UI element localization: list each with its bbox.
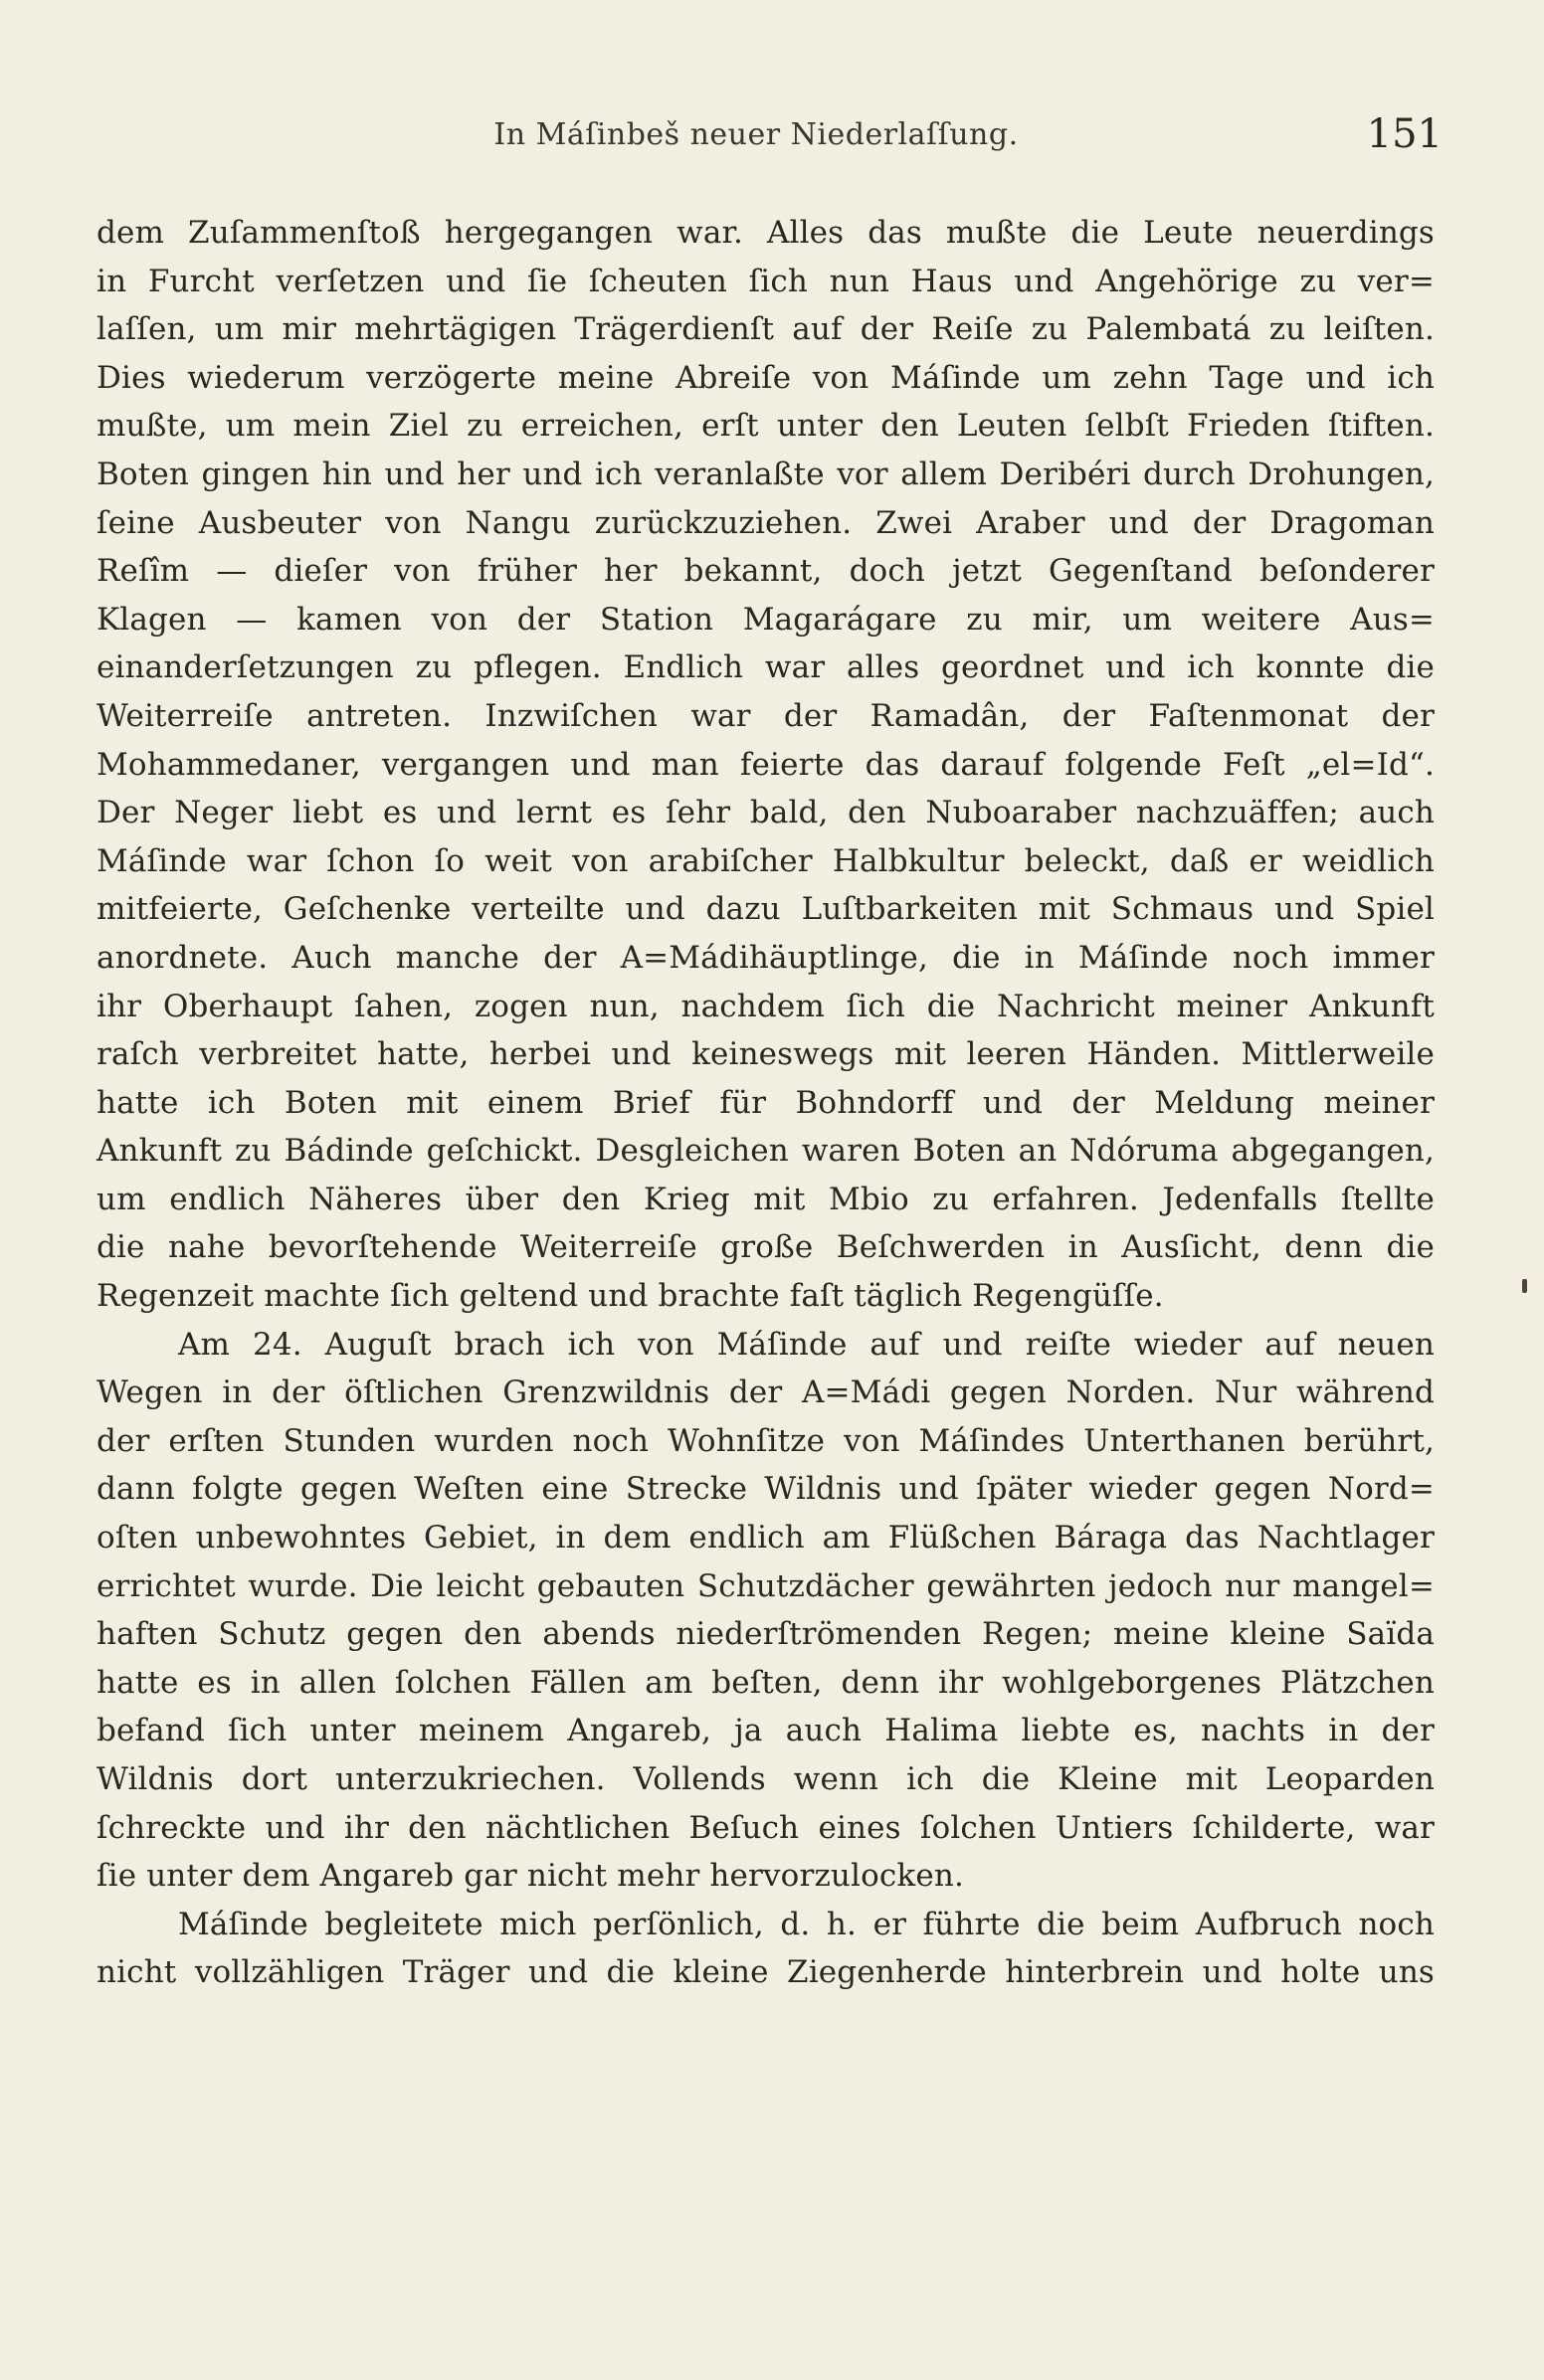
text-line: mußte, um mein Ziel zu erreichen, erſt unter den Leuten ſelbſt Frieden ſtiften. [96,408,1435,445]
text-line: Boten gingen hin und her und ich veranlaßte vor allem Deribéri durch Drohungen, [96,456,1435,492]
text-line: Máſinde war ſchon ſo weit von arabiſcher Halbkultur beleckt, daß er weidlich [96,842,1435,879]
text-line: laſſen, um mir mehrtägigen Trägerdienſt auf der Reiſe zu Palembatá zu leiſten. [96,311,1435,348]
text-line: Dies wiederum verzögerte meine Abreiſe von Máſinde um zehn Tage und ich [96,359,1435,396]
text-line: hatte ich Boten mit einem Brief für Bohndorff und der Meldung meiner [96,1084,1435,1121]
text-line: Der Neger liebt es und lernt es ſehr bald, den Nuboaraber nachzuäffen; auch [96,795,1435,831]
paragraph-3 [96,1901,1435,1997]
text-line: ſie unter dem Angareb gar nicht mehr hervorzulocken. [96,1858,964,1895]
text-line: ihr Oberhaupt ſahen, zogen nun, nachdem ſich die Nachricht meiner Ankunft [96,988,1435,1024]
page-number: 151 [1366,111,1443,157]
text-line: ſeine Ausbeuter von Nangu zurückzuziehen. Zwei Araber und der Dragoman [96,504,1435,541]
body-text [96,209,1435,1997]
text-line: der erſten Stunden wurden noch Wohnſitze von Máſindes Unterthanen berührt, [96,1422,1435,1459]
text-line: Mohammedaner, vergangen und man feierte das darauf folgende Feſt „el=Id“. [96,746,1435,783]
text-line: Wegen in der öſtlichen Grenzwildnis der A=Mádi gegen Norden. Nur während [96,1374,1435,1411]
text-line: Ankunft zu Bádinde geſchickt. Desgleichen waren Boten an Ndóruma abgegangen, [96,1133,1435,1170]
text-line: Am 24. Auguſt brach ich von Máſinde auf und reiſte wieder auf neuen [178,1326,1435,1363]
margin-mark [1522,1279,1527,1293]
text-line: anordnete. Auch manche der A=Mádihäuptlinge, die in Máſinde noch immer [96,939,1435,976]
text-line: Regenzeit machte ſich geltend und brachte faſt täglich Regengüſſe. [96,1278,1164,1315]
page-header [0,111,1544,161]
running-title: In Máſinbeš neuer Niederlaſſung. [493,117,1019,152]
text-line: ſchreckte und ihr den nächtlichen Beſuch eines ſolchen Untiers ſchilderte, war [96,1809,1435,1846]
text-line: Reſîm — dieſer von früher her bekannt, doch jetzt Gegenſtand beſonderer [96,553,1435,590]
text-line: befand ſich unter meinem Angareb, ja auch Halima liebte es, nachts in der [96,1713,1435,1749]
text-line: in Furcht verſetzen und ſie ſcheuten ſich nun Haus und Angehörige zu ver= [96,263,1435,299]
text-line: die nahe bevorſtehende Weiterreiſe große Beſchwerden in Ausſicht, denn die [96,1229,1435,1266]
text-line: hatte es in allen ſolchen Fällen am beſten, denn ihr wohlgeborgenes Plätzchen [96,1664,1435,1701]
text-line: errichtet wurde. Die leicht gebauten Schutzdächer gewährten jedoch nur mangel= [96,1567,1435,1604]
text-line: um endlich Näheres über den Krieg mit Mbio zu erfahren. Jedenfalls ſtellte [96,1181,1435,1217]
text-line: einanderſetzungen zu pflegen. Endlich war alles geordnet und ich konnte die [96,649,1435,686]
text-line: nicht vollzähligen Träger und die kleine Ziegenherde hinterbrein und holte uns [96,1954,1435,1991]
paragraph-1 [96,209,1435,1321]
text-line: raſch verbreitet hatte, herbei und keineswegs mit leeren Händen. Mittlerweile [96,1036,1435,1073]
paragraph-2 [96,1321,1435,1901]
text-line: dem Zuſammenſtoß hergegangen war. Alles das mußte die Leute neuerdings [96,215,1435,251]
text-line: Máſinde begleitete mich perſönlich, d. h. er führte die beim Aufbruch noch [178,1906,1435,1942]
text-line: Wildnis dort unterzukriechen. Vollends wenn ich die Kleine mit Leoparden [96,1761,1435,1797]
text-line: dann folgte gegen Weſten eine Strecke Wildnis und ſpäter wieder gegen Nord= [96,1471,1435,1508]
text-line: Weiterreiſe antreten. Inzwiſchen war der Ramadân, der Faſtenmonat der [96,697,1435,734]
text-line: haften Schutz gegen den abends niederſtrömenden Regen; meine kleine Saïda [96,1616,1435,1653]
text-line: Klagen — kamen von der Station Magarágare zu mir, um weitere Aus= [96,601,1435,638]
text-line: mitfeierte, Geſchenke verteilte und dazu Luſtbarkeiten mit Schmaus und Spiel [96,891,1435,928]
text-line: oſten unbewohntes Gebiet, in dem endlich am Flüßchen Báraga das Nachtlager [96,1520,1435,1556]
